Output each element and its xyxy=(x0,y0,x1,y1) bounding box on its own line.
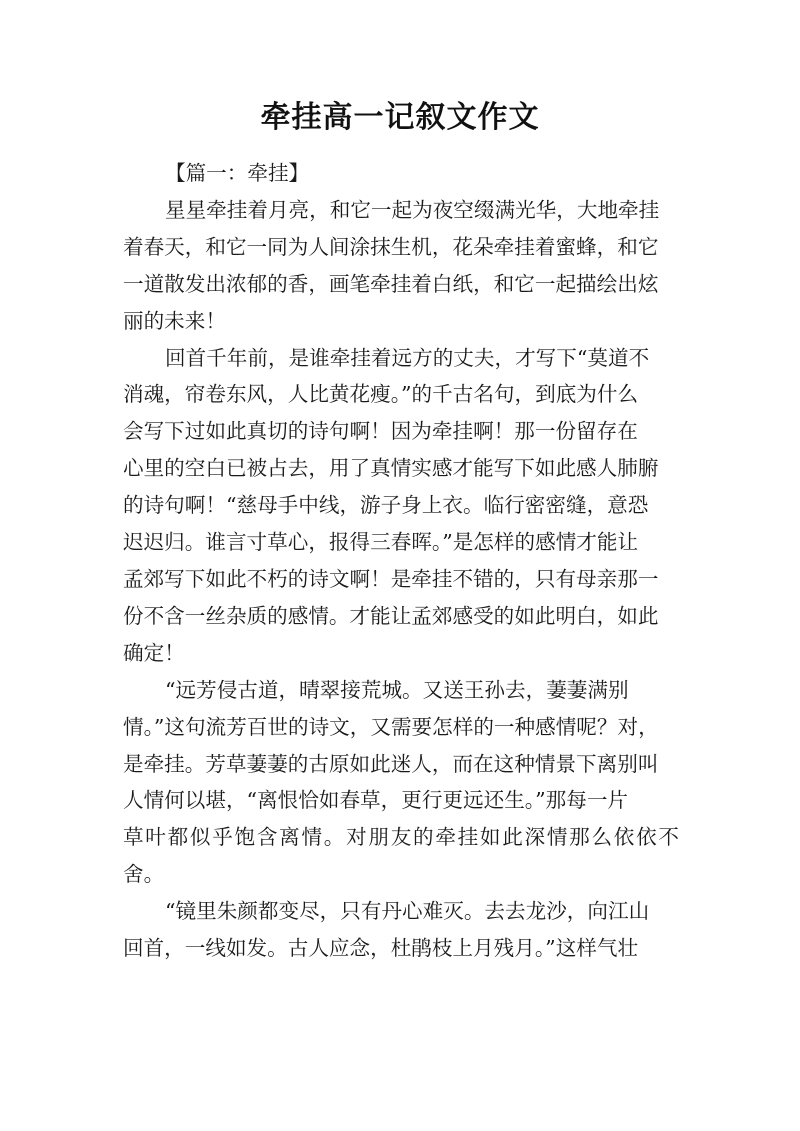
paragraph-line: 草叶都似乎饱含离情。对朋友的牵挂如此深情那么依依不舍。 xyxy=(123,825,679,887)
document-title: 牵挂高一记叙文作文 xyxy=(260,100,540,135)
paragraph-line: 份不含一丝杂质的感情。才能让孟郊感受的如此明白，如此 xyxy=(123,603,659,628)
paragraph-line: 是牵挂。芳草萋萋的古原如此迷人，而在这种情景下离别叫 xyxy=(123,751,659,776)
document-body xyxy=(123,155,679,967)
paragraph-line: 迟迟归。谁言寸草心，报得三春晖。”是怎样的感情才能让 xyxy=(123,530,639,555)
paragraph-line: 情。”这句流芳百世的诗文，又需要怎样的一种感情呢？对， xyxy=(123,714,659,739)
paragraph-line: 会写下过如此真切的诗句啊！因为牵挂啊！那一份留存在 xyxy=(123,419,638,444)
paragraph-line: 丽的未来！ xyxy=(123,308,226,333)
paragraph-line: 消魂，帘卷东风，人比黄花瘦。”的千古名句，到底为什么 xyxy=(123,382,639,407)
paragraph-3 xyxy=(123,672,679,893)
paragraph-line: “远芳侵古道，晴翠接荒城。又送王孙去，萋萋满别 xyxy=(165,677,629,702)
paragraph-line: 确定！ xyxy=(123,640,185,665)
section-heading-paragraph xyxy=(123,155,679,192)
paragraph-2 xyxy=(123,340,679,672)
paragraph-4 xyxy=(123,893,679,967)
paragraph-line: 回首，一线如发。古人应念，杜鹃枝上月残月。”这样气壮 xyxy=(123,936,639,961)
paragraph-line: 的诗句啊！“慈母手中线，游子身上衣。临行密密缝，意恐 xyxy=(123,493,649,518)
paragraph-line: 孟郊写下如此不朽的诗文啊！是牵挂不错的，只有母亲那一 xyxy=(123,566,659,591)
paragraph-line: 一道散发出浓郁的香，画笔牵挂着白纸，和它一起描绘出炫 xyxy=(123,271,659,296)
paragraph-line: 回首千年前，是谁牵挂着远方的丈夫，才写下“莫道不 xyxy=(165,345,650,370)
paragraph-line: 星星牵挂着月亮，和它一起为夜空缀满光华，大地牵挂 xyxy=(165,197,660,222)
section-heading: 【篇一：牵挂】 xyxy=(165,161,310,185)
paragraph-line: 心里的空白已被占去，用了真情实感才能写下如此感人肺腑 xyxy=(123,456,659,481)
paragraph-1 xyxy=(123,192,679,340)
paragraph-line: “镜里朱颜都变尽，只有丹心难灭。去去龙沙，向江山 xyxy=(165,899,650,924)
paragraph-line: 人情何以堪，“离恨恰如春草，更行更远还生。”那每一片 xyxy=(123,788,629,813)
paragraph-line: 着春天，和它一同为人间涂抹生机，花朵牵挂着蜜蜂，和它 xyxy=(123,234,659,259)
